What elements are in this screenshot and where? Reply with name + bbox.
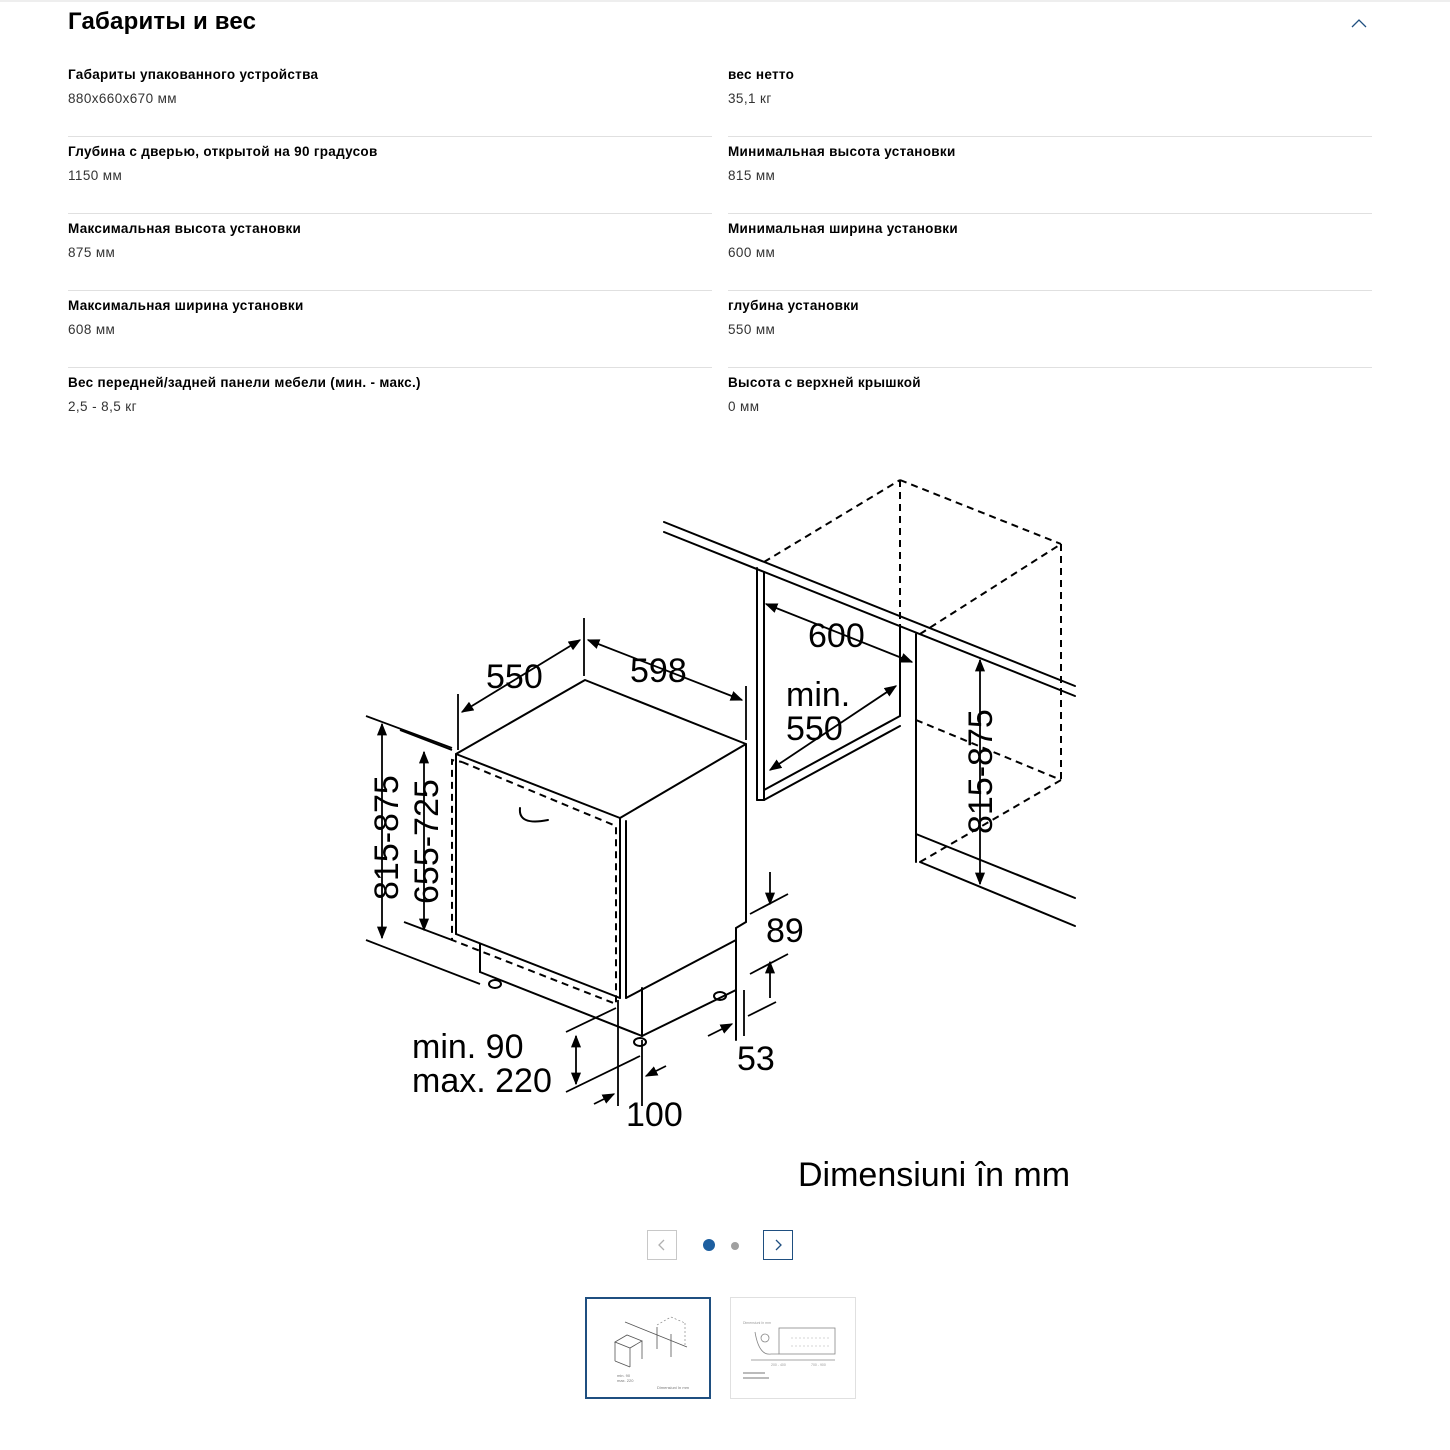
chevron-right-icon: [764, 1231, 792, 1259]
spec-label: Максимальная ширина установки: [68, 298, 304, 313]
spec-value: 880x660x670 мм: [68, 91, 177, 106]
gallery-thumbnail-active[interactable]: [585, 1297, 711, 1399]
spec-value: 875 мм: [68, 245, 116, 260]
dim-niche-depth-550-label: 550: [786, 710, 843, 748]
spec-value: 35,1 кг: [728, 91, 772, 106]
svg-text:Dimensiuni în mm: Dimensiuni în mm: [657, 1385, 690, 1390]
dim-height-655-725-label: 655-725: [408, 779, 446, 904]
spec-label: глубина установки: [728, 298, 859, 313]
gallery-prev-button[interactable]: [647, 1230, 677, 1260]
dim-max220-label: max. 220: [412, 1062, 552, 1100]
dim-width-598-label: 598: [630, 652, 687, 690]
spec-label: Вес передней/задней панели мебели (мин. - макс.): [68, 375, 421, 390]
gallery-dot-active[interactable]: [703, 1239, 715, 1251]
dim-niche-height-815-875-label: 815-875: [962, 709, 1000, 834]
dim-min-label: min.: [786, 676, 851, 714]
dim-min90-label: min. 90: [412, 1028, 524, 1066]
spec-value: 815 мм: [728, 168, 776, 183]
spec-label: вес нетто: [728, 67, 795, 82]
spec-label: Максимальная высота установки: [68, 221, 302, 236]
dim-depth-550-label: 550: [486, 658, 543, 696]
dim-53-label: 53: [737, 1040, 775, 1078]
spec-label: Габариты упакованного устройства: [68, 67, 319, 82]
spec-label: Минимальная ширина установки: [728, 221, 958, 236]
spec-value: 600 мм: [728, 245, 776, 260]
spec-value: 608 мм: [68, 322, 116, 337]
chevron-left-icon: [648, 1231, 676, 1259]
dim-height-815-875-label: 815-875: [368, 775, 406, 900]
spec-value: 2,5 - 8,5 кг: [68, 399, 137, 414]
section-title: Габариты и вес: [68, 8, 257, 35]
dim-niche-width-600-label: 600: [808, 617, 865, 655]
gallery-dot[interactable]: [731, 1242, 739, 1250]
spec-value: 1150 мм: [68, 168, 123, 183]
spec-label: Высота с верхней крышкой: [728, 375, 921, 390]
svg-text:200 - 400: 200 - 400: [771, 1363, 786, 1367]
dim-100-label: 100: [626, 1096, 683, 1134]
dim-89-label: 89: [766, 912, 804, 950]
svg-text:Dimensiuni în mm: Dimensiuni în mm: [743, 1321, 772, 1325]
svg-text:max. 220: max. 220: [617, 1378, 634, 1383]
spec-value: 550 мм: [728, 322, 776, 337]
gallery-thumbnail[interactable]: [730, 1297, 856, 1399]
connection-drawing-thumbnail-image: [731, 1298, 855, 1398]
svg-text:min. 90: min. 90: [617, 1373, 631, 1378]
dimension-drawing-thumbnail-image: [587, 1299, 709, 1397]
drawing-caption: Dimensiuni în mm: [798, 1156, 1071, 1194]
spec-label: Минимальная высота установки: [728, 144, 956, 159]
svg-text:700 - 900: 700 - 900: [811, 1363, 826, 1367]
spec-value: 0 мм: [728, 399, 760, 414]
gallery-next-button[interactable]: [763, 1230, 793, 1260]
spec-label: Глубина с дверью, открытой на 90 градусов: [68, 144, 378, 159]
